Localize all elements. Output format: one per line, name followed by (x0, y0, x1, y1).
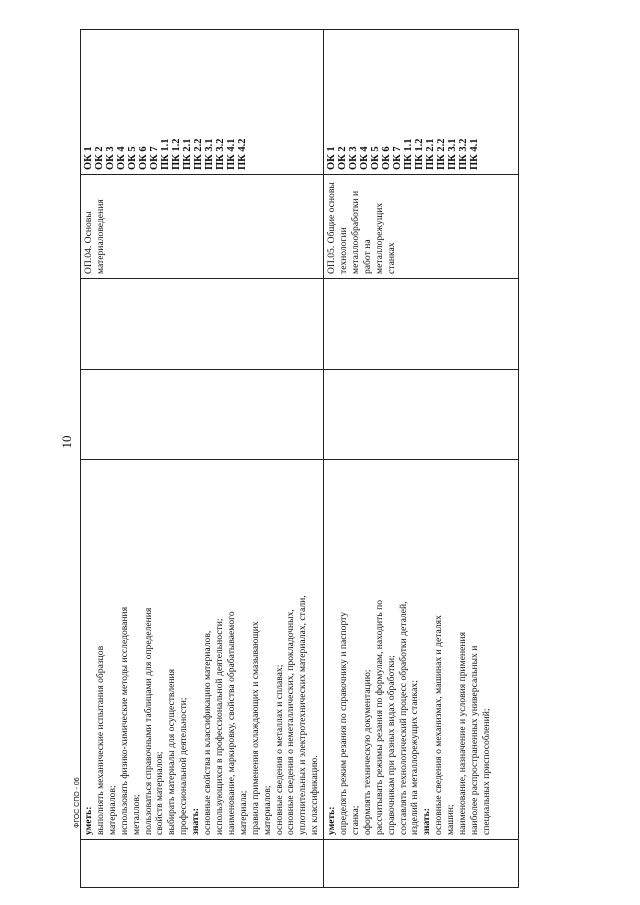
skill-line: выбирать материалы для осуществления (166, 668, 178, 835)
curriculum-table-rotated (80, 30, 492, 888)
skill-line: профессиональной деятельности; (178, 697, 190, 835)
skill-line: металлов; (130, 794, 142, 835)
competency-code: ПК 2.1 (425, 138, 437, 170)
competency-code: ПК 1.1 (403, 138, 415, 170)
competency-code: ПК 4.1 (226, 138, 237, 170)
skill-line: наименование, маркировку, свойства обрабатываемого (225, 611, 237, 835)
section-heading: знать: (190, 808, 202, 835)
section-heading: уметь: (83, 806, 94, 835)
discipline-cell (81, 175, 324, 279)
competency-code: ПК 3.1 (204, 138, 215, 170)
competency-code: ОК 7 (149, 146, 160, 170)
skill-line: их классификацию. (309, 755, 321, 835)
skill-line: справочникам при разных видах обработки; (385, 655, 397, 835)
skill-line: составлять технологический процесс обработки деталей, (397, 601, 409, 835)
codes-cell (324, 30, 519, 175)
competency-code: ОК 6 (381, 146, 393, 170)
competency-code: ОК 6 (138, 146, 149, 170)
skill-line: изделий на металлорежущих станках; (409, 680, 421, 835)
skill-line: определять режим резания по справочнику и паспорту (338, 611, 350, 835)
discipline-line: металлорежущих (373, 202, 385, 274)
competency-code: ПК 3.2 (215, 138, 226, 170)
codes-cell (81, 30, 324, 175)
competency-code: ПК 3.2 (458, 138, 470, 170)
index-cell (324, 840, 519, 888)
skill-line: правила применения охлаждающих и смазывающих (249, 621, 261, 835)
competency-code: ОК 3 (348, 146, 360, 170)
competency-code: ОК 2 (94, 146, 105, 170)
discipline-line: металлообработки и (349, 190, 361, 274)
competency-code: ПК 2.1 (182, 138, 193, 170)
skill-line: наименование, назначение и условия применения (457, 631, 469, 835)
discipline-line: ОП.05. Общие основы (326, 182, 338, 274)
skill-line: основные свойства и классификацию материалов, (202, 630, 214, 835)
hours-cell (324, 279, 519, 370)
skill-line: выполнять механические испытания образцов (94, 645, 106, 835)
discipline-cell (324, 175, 519, 279)
skill-line: основные сведения о металлах и сплавах; (273, 664, 285, 835)
skill-line: материала; (237, 790, 249, 835)
skill-line: использовать физико-химические методы исследования (118, 606, 130, 835)
skill-line: материалов; (261, 785, 273, 835)
skill-line: пользоваться справочными таблицами для определения (142, 607, 154, 835)
section-heading: знать: (421, 808, 433, 835)
discipline-line: станках (385, 242, 397, 274)
competency-code: ОК 5 (127, 146, 138, 170)
competency-code: ПК 2.2 (193, 138, 204, 170)
skill-line: основные сведения о неметаллических, прокладочных, (285, 609, 297, 835)
skill-line: специальных приспособлений; (480, 708, 492, 835)
competency-code: ОК 3 (105, 146, 116, 170)
skill-line: оформлять техническую документацию; (361, 669, 373, 835)
discipline-line: ОП.04. Основы (83, 211, 94, 274)
discipline-line: работ на (361, 239, 373, 274)
hours-max-cell (324, 370, 519, 460)
hours-cell (81, 279, 324, 370)
discipline-line: технологии (338, 227, 350, 274)
skills-cell (81, 460, 324, 840)
footer-stamp: ФГОС СПО - 06 (74, 777, 81, 828)
skill-line: станка; (349, 805, 361, 835)
competency-code: ОК 1 (83, 146, 94, 170)
page-number: 10 (59, 435, 74, 449)
table-row (81, 30, 324, 888)
skill-line: уплотнительных и электротехнических материалах, стали, (297, 595, 309, 835)
skill-line: материалов; (106, 785, 118, 835)
section-heading: уметь: (326, 806, 338, 835)
table-row (324, 30, 519, 888)
competency-code: ОК 7 (392, 146, 404, 170)
skill-line: использующихся в профессиональной деятельности; (213, 618, 225, 835)
skill-line: основные сведения о механизмах, машинах и деталях (433, 615, 445, 835)
discipline-line: материаловедения (94, 199, 106, 274)
competency-code: ПК 4.1 (469, 138, 481, 170)
competency-code: ОК 2 (337, 146, 349, 170)
competency-code: ОК 4 (116, 146, 127, 170)
skill-line: наиболее распространенных универсальных и (469, 645, 480, 835)
competency-code: ОК 1 (326, 146, 338, 170)
skills-cell (324, 460, 519, 840)
skill-line: машин; (445, 804, 457, 835)
competency-code: ПК 4.2 (237, 138, 248, 170)
competency-code: ПК 1.2 (414, 138, 426, 170)
competency-code: ПК 2.2 (436, 138, 448, 170)
curriculum-table (80, 29, 519, 888)
hours-max-cell (81, 370, 324, 460)
competency-code: ОК 4 (359, 146, 371, 170)
competency-code: ОК 5 (370, 146, 382, 170)
competency-code: ПК 3.1 (447, 138, 459, 170)
skill-line: свойств материалов; (154, 751, 166, 835)
index-cell (81, 840, 324, 888)
skill-line: рассчитывать режимы резания по формулам, находить по (373, 600, 385, 835)
competency-code: ПК 1.1 (160, 138, 171, 170)
competency-code: ПК 1.2 (171, 138, 182, 170)
